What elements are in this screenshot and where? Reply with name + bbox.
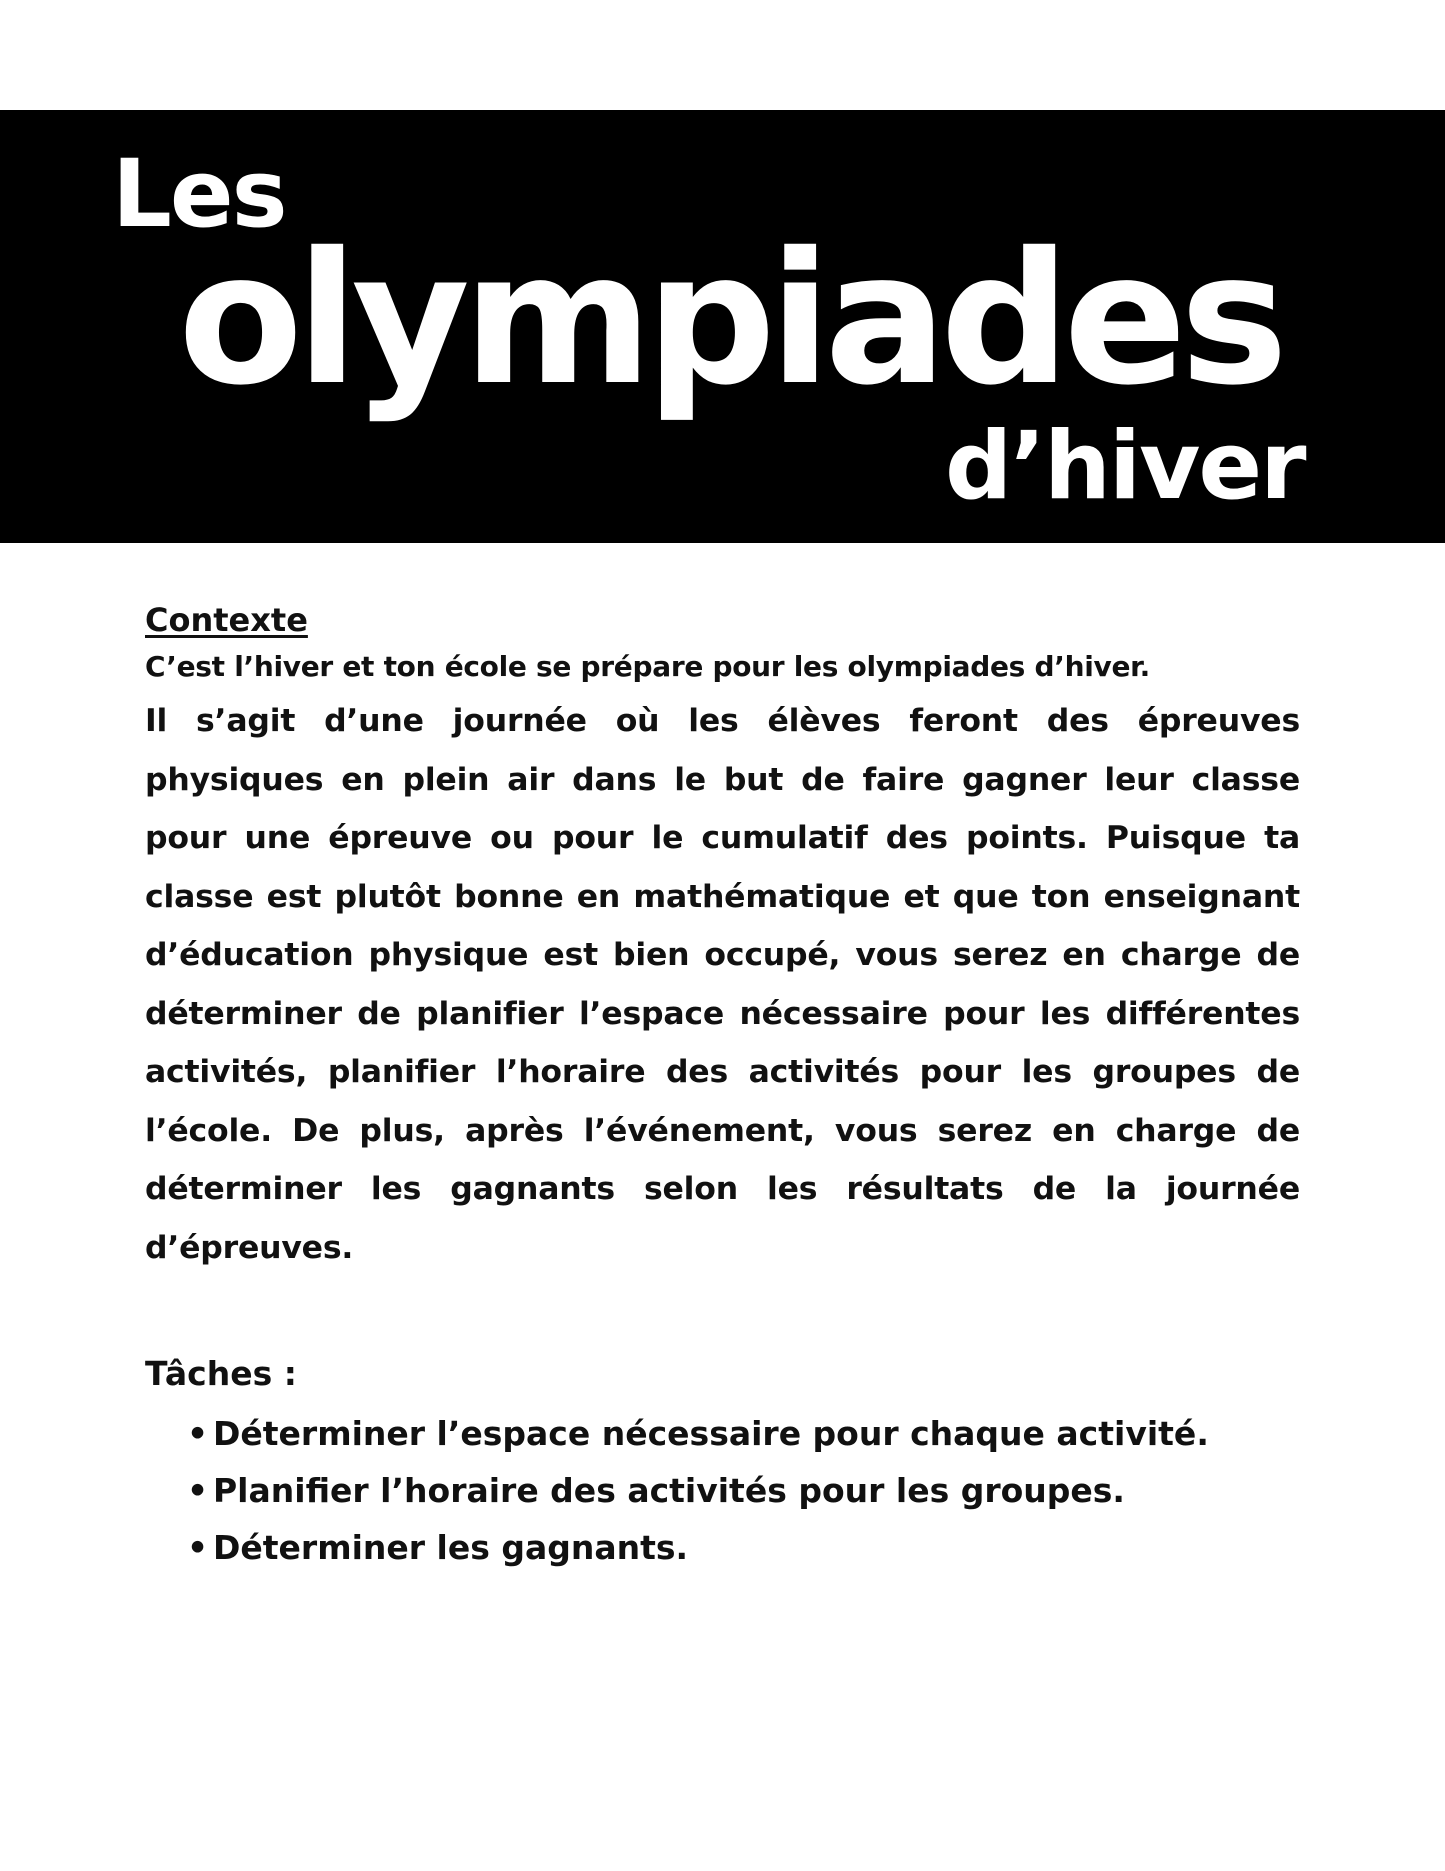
title-dhiver: d’hiver xyxy=(945,412,1305,521)
bullet-icon: • xyxy=(187,1528,209,1567)
context-body: Il s’agit d’une journée où les élèves feront des épreuves physiques en plein air dans le but de faire gagner leur classe pour une épreuve ou pour le cumulatif des points. Puisque ta classe est plutôt bonne en mathématique et que ton enseignant d’éducation physique est bien occupé, vous serez en charge de déterminer de planifier l’espace nécessaire pour les différentes activités, planifier l’horaire des activités pour les groupes de l’école. De plus, après l’événement, vous serez en charge de déterminer les gagnants selon les résultats de la journée d’épreuves. xyxy=(145,703,1300,1266)
context-heading: Contexte xyxy=(145,601,308,639)
bullet-icon: • xyxy=(187,1414,209,1453)
tasks-list xyxy=(145,1405,1300,1576)
tasks-heading: Tâches : xyxy=(145,1354,297,1393)
title-les: Les xyxy=(112,140,286,249)
task-item xyxy=(187,1519,1300,1576)
context-intro: C’est l’hiver et ton école se prépare pour les olympiades d’hiver. xyxy=(145,650,1151,683)
task-text: Déterminer l’espace nécessaire pour chaque activité. xyxy=(213,1414,1209,1453)
bullet-icon: • xyxy=(187,1471,209,1510)
task-text: Planifier l’horaire des activités pour les groupes. xyxy=(213,1471,1125,1510)
task-item xyxy=(187,1405,1300,1462)
task-text: Déterminer les gagnants. xyxy=(213,1528,689,1567)
task-item xyxy=(187,1462,1300,1519)
title-olympiades: olympiades xyxy=(178,213,1282,425)
content-section xyxy=(145,598,1300,1576)
